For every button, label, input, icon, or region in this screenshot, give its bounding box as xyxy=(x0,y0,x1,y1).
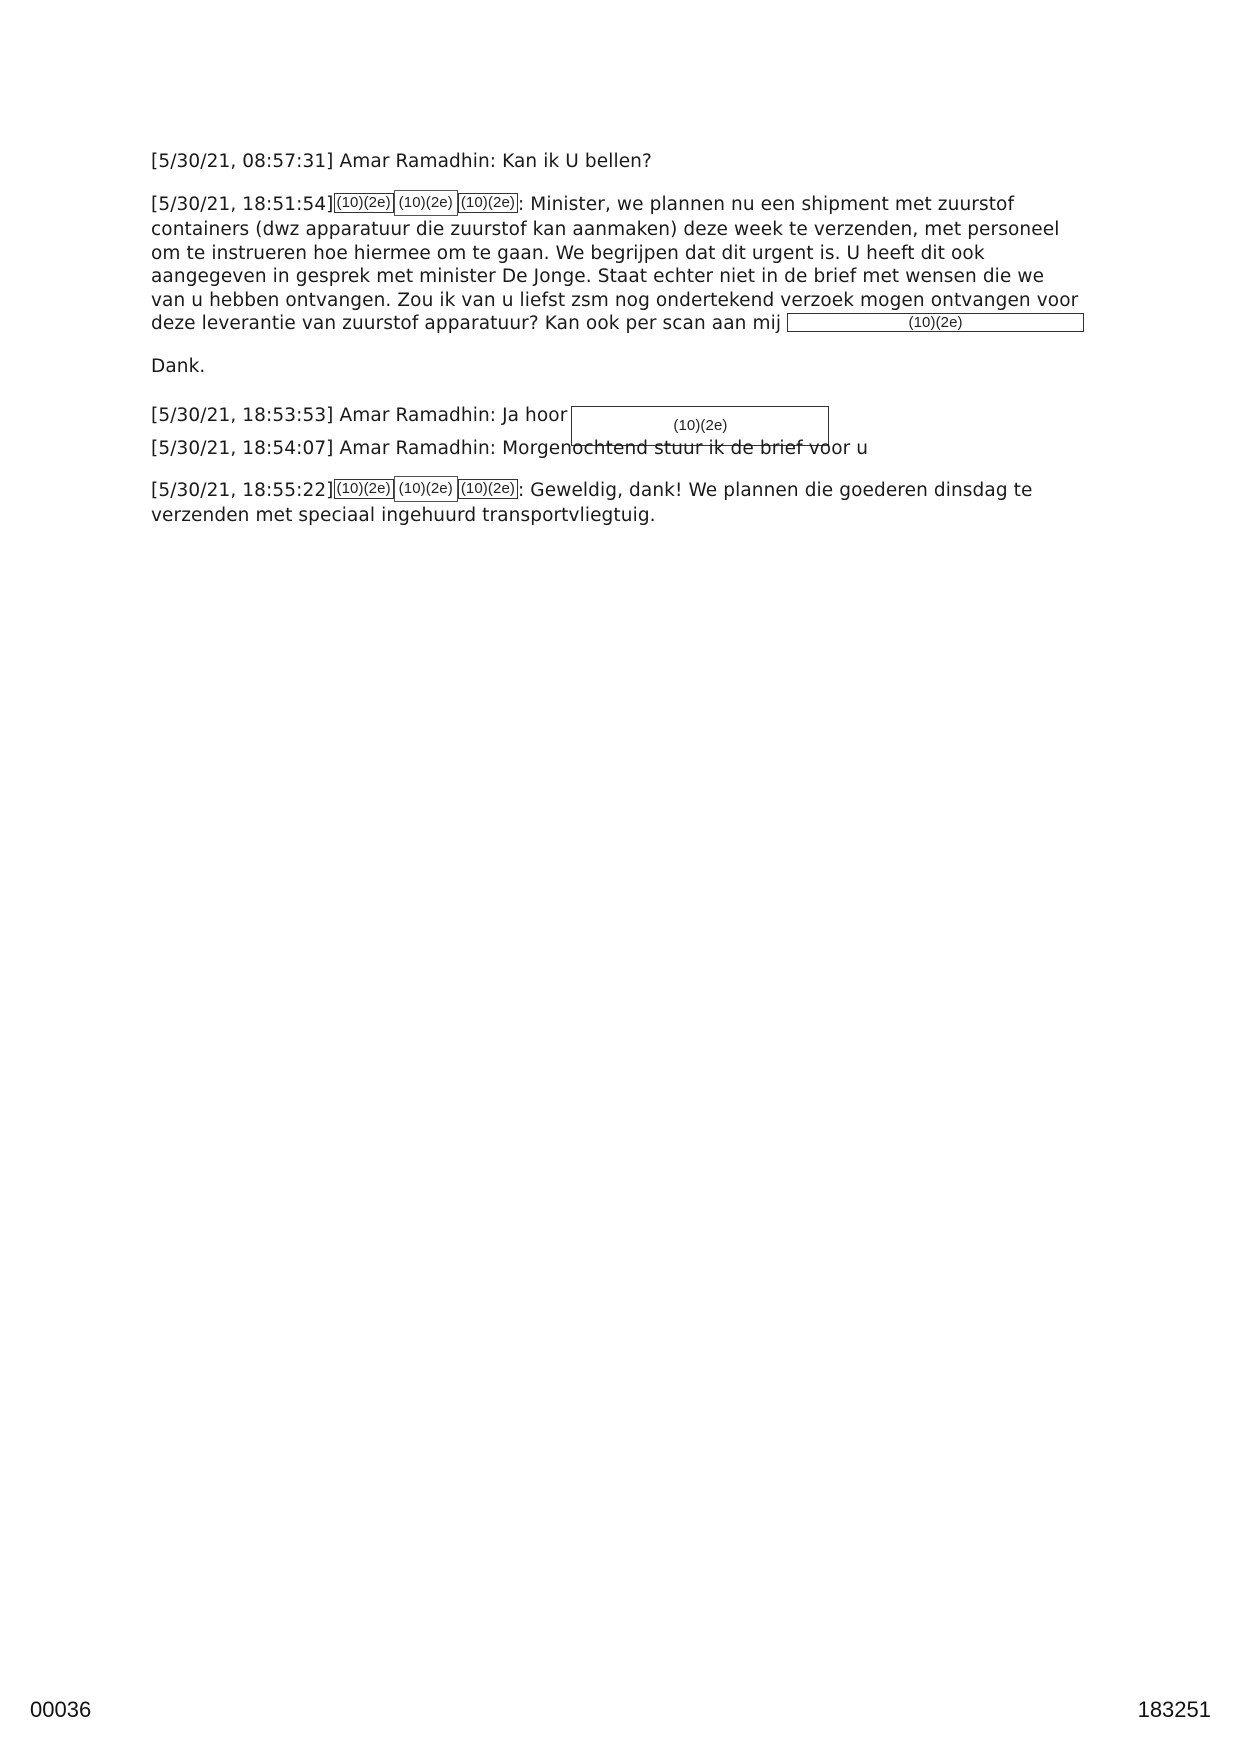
message-line: van u hebben ontvangen. Zou ik van u liefst zsm nog ondertekend verzoek mogen ontvangen voor xyxy=(151,289,1079,311)
footer-page-number: 00036 xyxy=(30,1697,92,1722)
message-line xyxy=(151,192,1101,218)
message-line xyxy=(151,478,1101,504)
footer-document-number: 183251 xyxy=(1137,1697,1211,1722)
redaction-box: (10)(2e) xyxy=(458,479,518,499)
chat-message-3 xyxy=(151,355,1101,380)
redaction-box: (10)(2e) xyxy=(571,406,829,446)
redaction-box: (10)(2e) xyxy=(458,193,518,213)
message-text: : Minister, we plannen nu een shipment met zuurstof xyxy=(517,194,1015,215)
message-timestamp: [5/30/21, 18:53:53] xyxy=(151,405,334,426)
message-text: Amar Ramadhin: Ja hoor xyxy=(339,405,568,426)
redaction-box: (10)(2e) xyxy=(334,479,394,499)
message-line: om te instrueren hoe hiermee om te gaan. We begrijpen dat dit urgent is. U heeft dit ook xyxy=(151,242,985,264)
message-text: : Geweldig, dank! We plannen die goederen dinsdag te xyxy=(517,480,1033,501)
message-text: deze leverantie van zuurstof apparatuur? Kan ook per scan aan mij xyxy=(151,313,782,334)
chat-message-6 xyxy=(151,478,1101,528)
message-text: Dank. xyxy=(151,356,206,377)
redaction-box: (10)(2e) xyxy=(787,313,1084,332)
redaction-box: (10)(2e) xyxy=(334,193,394,213)
message-line: aangegeven in gesprek met minister De Jonge. Staat echter niet in de brief met wensen die we xyxy=(151,266,1045,287)
message-text: Amar Ramadhin: Morgenochtend stuur ik de brief voor u xyxy=(339,438,869,459)
chat-message-5 xyxy=(151,437,1101,462)
redaction-box: (10)(2e) xyxy=(394,190,458,216)
message-timestamp: [5/30/21, 18:51:54] xyxy=(151,194,334,215)
message-line xyxy=(151,312,1101,336)
message-timestamp: [5/30/21, 18:54:07] xyxy=(151,438,334,459)
message-timestamp: [5/30/21, 18:55:22] xyxy=(151,480,334,501)
chat-message-1 xyxy=(151,150,1101,175)
message-line: verzenden met speciaal ingehuurd transportvliegtuig. xyxy=(151,505,656,526)
message-line: containers (dwz apparatuur die zuurstof kan aanmaken) deze week te verzenden, met personeel xyxy=(151,219,1060,240)
chat-message-2 xyxy=(151,192,1101,336)
message-text: Amar Ramadhin: Kan ik U bellen? xyxy=(339,151,652,172)
message-timestamp: [5/30/21, 08:57:31] xyxy=(151,151,334,172)
chat-message-4 xyxy=(151,396,1101,436)
redaction-box: (10)(2e) xyxy=(394,476,458,502)
